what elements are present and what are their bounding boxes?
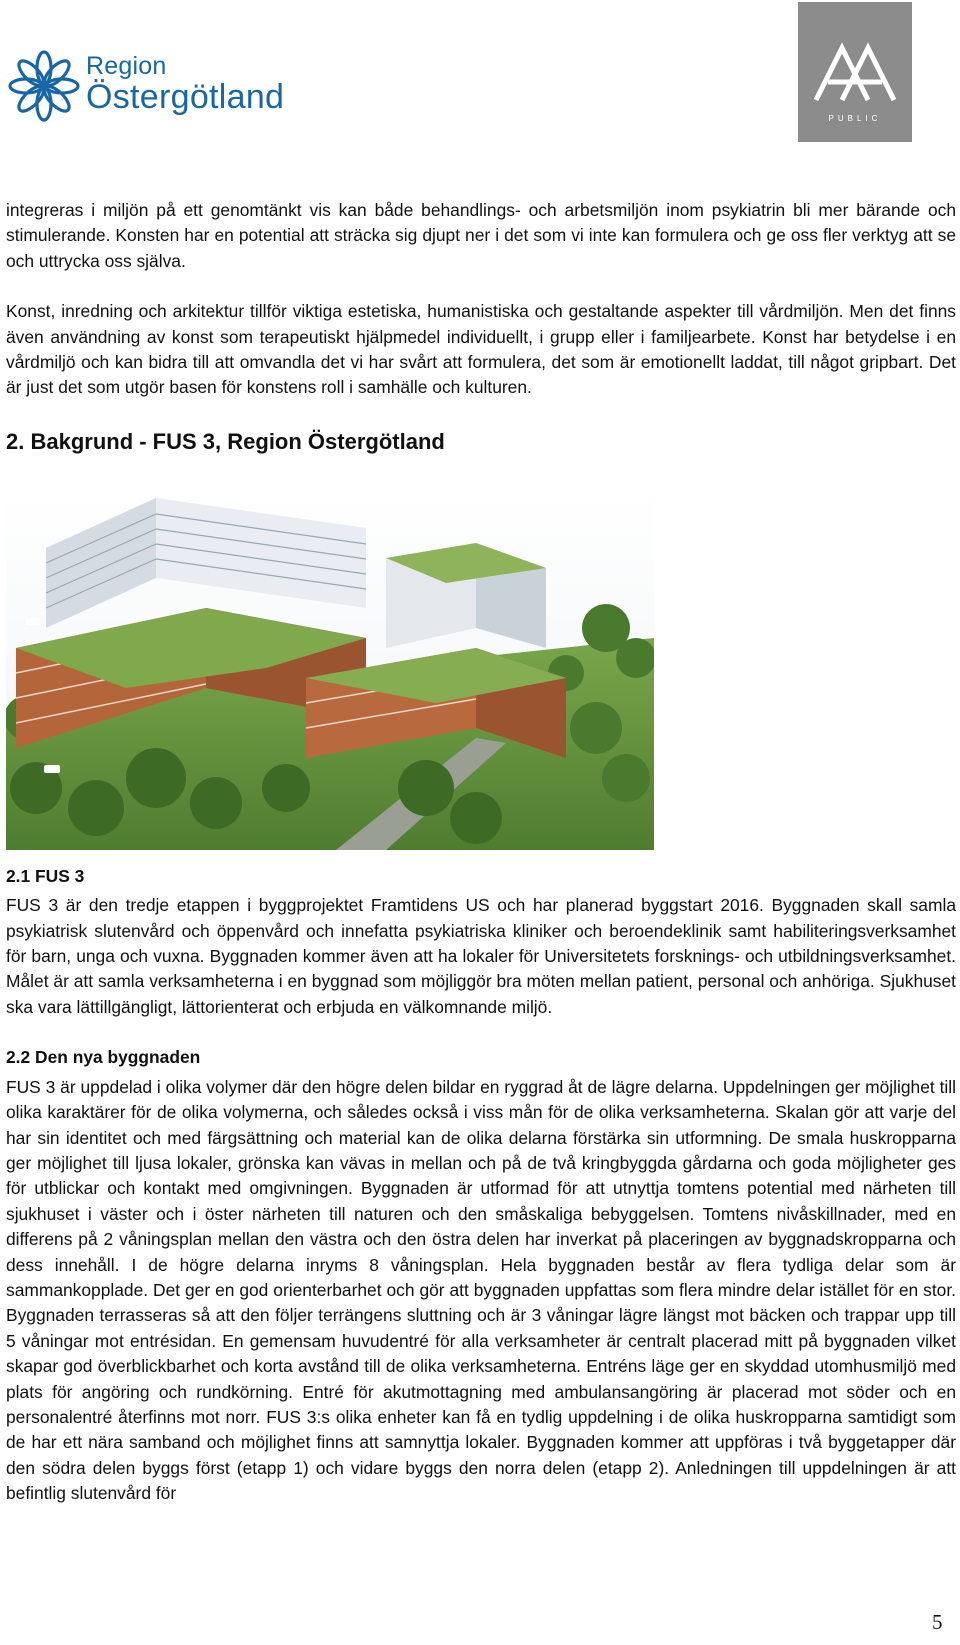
section-2-1-heading: 2.1 FUS 3 — [6, 865, 85, 886]
intro-paragraph-1: integreras i miljön på ett genomtänkt vis kan både behandlings- och arbetsmiljön inom psykiatrin bli mer bärande och stimulerande. Konsten har en potential att sträcka sig djupt ner i det som vi inte kan formulera och ge oss fler verktyg att se och uttrycka oss själva. — [6, 200, 956, 271]
region-ostergotland-logo — [6, 48, 296, 124]
aa-public-tag: PUBLIC — [828, 114, 882, 123]
section-2-2-body: FUS 3 är uppdelad i olika volymer där den högre delen bildar en ryggrad åt de lägre delarna. Uppdelningen ger möjlighet till olika karaktärer för de olika volymerna, och således också i viss mån för de olika verksamheterna. Skalan gör att varje del har sin identitet och med färgsättning och material kan de olika delarna förstärka sin utformning. De smala huskropparna ger möjlighet till ljusa lokaler, grönska kan vävas in mellan och på de två kringbyggda gårdarna och goda möjligheter ges för utblickar och kontakt med omgivningen. Byggnaden är utformad för att utnyttja tomtens potential med närheten till sjukhuset i väster och i öster närheten till naturen och den småskaliga bebyggelsen. Tomtens nivåskillnader, med en differens på 2 våningsplan mellan den västra och den östra delen har inverkat på placeringen av byggnadskropparna och dess innehåll. I de högre delarna inryms 8 våningsplan. Hela byggnaden består av flera tydliga delar som är sammankopplade. Det ger en god orienterbarhet och gör att byggnaden uppfattas som flera mindre delar istället för en stor. Byggnaden terrasseras så att den följer terrängens sluttning och är 3 våningar lägre längst mot bäcken och trappar upp till 5 våningar mot entrésidan. En gemensam huvudentré för alla verksamheter är centralt placerad mitt på byggnaden vilket skapar god överblickbarhet och korta avstånd till de olika verksamheterna. Entréns läge ger en skyddad utomhusmiljö med plats för angöring och rundkörning. Entré för akutmottagning med ambulansangöring är placerad mot söder och en personalentré återfinns mot norr. FUS 3:s olika enheter kan få en tydlig uppdelning i de olika huskropparna samtidigt som de har ett nära samband och möjlighet finns att samnyttja lokaler. Byggnaden kommer att uppföras i två byggetapper där den södra delen byggs först (etapp 1) och vidare byggs den norra delen (etapp 2). Anledningen till uppdelningen är att befintlig slutenvård för — [6, 1076, 956, 1504]
page-number: 5 — [932, 1610, 943, 1634]
logo-region-word: Region — [86, 52, 167, 80]
building-rendering-image — [6, 488, 654, 850]
intro-paragraph-2: Konst, inredning och arkitektur tillför viktiga estetiska, humanistiska och gestaltande aspekter till vårdmiljön. Men det finns även användning av konst som terapeutiskt hjälpmedel individuellt, i grupp eller i familjearbete. Konst har betydelse i en vårdmiljö och kan bidra till att omvandla det vi har svårt att formulera, det som är emotionellt laddat, till något gripbart. Det är just det som utgör basen för konstens roll i samhälle och kulturen. — [6, 301, 956, 398]
region-flower-icon — [6, 48, 82, 124]
section-2-1-body: FUS 3 är den tredje etappen i byggprojektet Framtidens US och har planerad byggstart 2016. Byggnaden skall samla psykiatrisk slutenvård och öppenvård och innefatta psykiatriska kliniker och beroendeklinik samt habiliteringsverksamhet för barn, unga och vuxna. Byggnaden kommer även att ha lokaler för Universitetets forsknings- och utbildningsverksamhet. Målet är att samla verksamheterna i en byggnad som möjliggör bra möten mellan patient, personal och anhöriga. Sjukhuset ska vara lättillgängligt, lättorienterat och erbjuda en välkomnande miljö. — [6, 895, 956, 1017]
logo-ostergotland-word: Östergötland — [86, 78, 285, 116]
aa-logo-icon — [798, 2, 912, 112]
page-content — [6, 198, 956, 1507]
section-2-heading: 2. Bakgrund - FUS 3, Region Östergötland — [6, 428, 445, 454]
section-2-2-heading: 2.2 Den nya byggnaden — [6, 1047, 201, 1068]
aa-public-logo — [798, 2, 912, 142]
